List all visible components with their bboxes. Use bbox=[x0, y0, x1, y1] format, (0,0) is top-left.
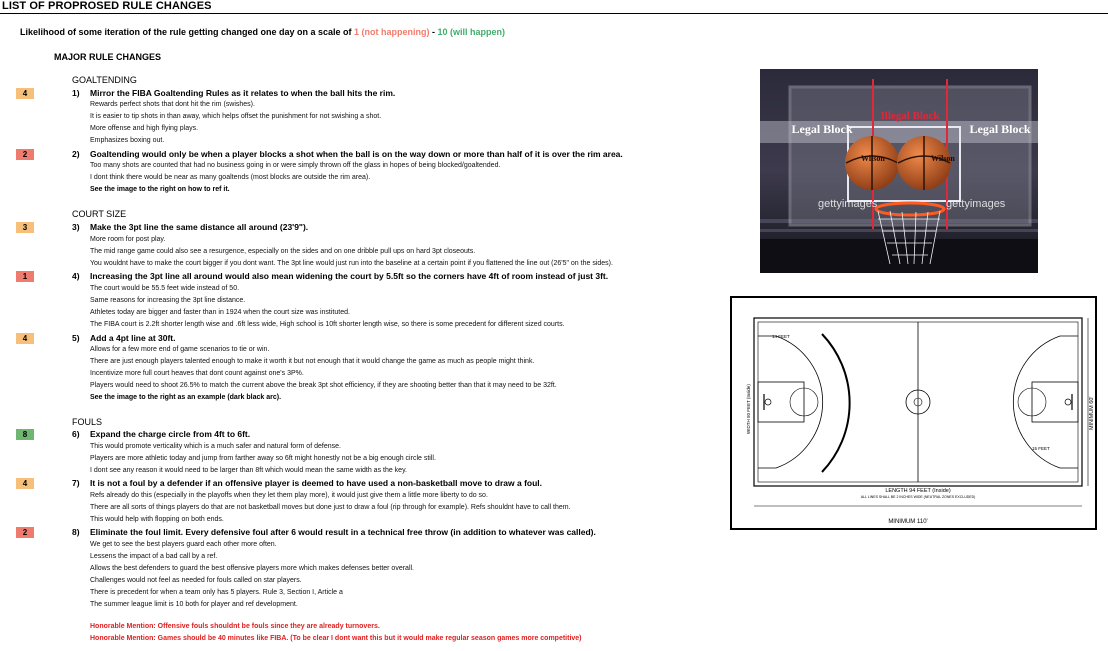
scale-low: 1 (not happening) bbox=[354, 27, 430, 37]
rule-detail: I dont see any reason it would need to be larger than 8ft which would mean the same width as the key. bbox=[90, 467, 408, 474]
scale-sep: - bbox=[429, 27, 438, 37]
rule-detail: Incentivize more full court heaves that dont count against one's 3P%. bbox=[90, 370, 304, 377]
min-length-label: MINIMUM 110' bbox=[888, 519, 928, 525]
likelihood-badge: 3 bbox=[16, 222, 34, 233]
min-width-label: MINIMUM 60' bbox=[1089, 396, 1095, 430]
goaltending-photo bbox=[760, 69, 1038, 273]
rule-7 bbox=[72, 478, 542, 488]
court-diagram bbox=[730, 296, 1097, 530]
likelihood-scale bbox=[20, 27, 505, 37]
rule-detail: The FIBA court is 2.2ft shorter length wise and .6ft less wide, High school is 10ft shorter length wise, so there is some precedent for different sized courts. bbox=[90, 321, 565, 328]
rule-detail: Too many shots are counted that had no business going in or were simply thrown off the glass in hopes of being blocked/goaltended. bbox=[90, 162, 501, 169]
likelihood-badge: 4 bbox=[16, 333, 34, 344]
rule-detail: Emphasizes boxing out. bbox=[90, 137, 165, 144]
rule-number: 8) bbox=[72, 527, 80, 537]
three-left-label: 14 FEET bbox=[772, 334, 790, 339]
rule-note: See the image to the right on how to ref it. bbox=[90, 186, 230, 193]
length-label: LENGTH 94 FEET (Inside) bbox=[885, 488, 951, 494]
rule-number: 4) bbox=[72, 271, 80, 281]
major-heading: MAJOR RULE CHANGES bbox=[54, 52, 162, 62]
rule-detail: Allows the best defenders to guard the best offensive players more which makes defenses better overall. bbox=[90, 565, 414, 572]
rule-text: Eliminate the foul limit. Every defensive foul after 6 would result in a technical free throw (in addition to whatever was called). bbox=[90, 527, 596, 537]
rule-detail: Athletes today are bigger and faster than in 1924 when the court size was instituted. bbox=[90, 309, 350, 316]
likelihood-badge: 4 bbox=[16, 88, 34, 99]
watermark-right: gettyimages bbox=[946, 198, 1006, 210]
rule-detail: I dont think there would be near as many goaltends (most blocks are outside the rim area). bbox=[90, 174, 371, 181]
rule-detail: This would help with flopping on both ends. bbox=[90, 516, 224, 523]
rule-text: Increasing the 3pt line all around would also mean widening the court by 5.5ft so the corners have 4ft of room instead of just 3ft. bbox=[90, 271, 609, 281]
rule-1 bbox=[72, 88, 395, 98]
width-label: WIDTH 50 FEET (Inside) bbox=[746, 384, 751, 434]
rule-number: 2) bbox=[72, 149, 80, 159]
rule-number: 1) bbox=[72, 88, 80, 98]
scale-prefix: Likelihood of some iteration of the rule getting changed one day on a scale of bbox=[20, 27, 355, 37]
rule-2 bbox=[72, 149, 623, 159]
rule-detail: Players would need to shoot 26.5% to match the current above the break 3pt shot efficiency, if they are shooting better than that it may need to be 32ft. bbox=[90, 382, 557, 389]
three-right-label: 15 FEET bbox=[1032, 446, 1050, 451]
legal-block-left-label: Legal Block bbox=[791, 122, 853, 136]
rule-text: It is not a foul by a defender if an offensive player is deemed to have used a non-basketball move to draw a foul. bbox=[90, 478, 543, 488]
rule-detail: Players are more athletic today and jump from farther away so 6ft might honestly not be a big enough circle still. bbox=[90, 455, 436, 462]
rule-number: 6) bbox=[72, 429, 80, 439]
rule-detail: There is precedent for when a team only has 5 players. Rule 3, Section I, Article a bbox=[90, 589, 343, 596]
rule-6 bbox=[72, 429, 250, 439]
rule-8 bbox=[72, 527, 596, 537]
rule-detail: This would promote verticality which is a much safer and natural form of defense. bbox=[90, 443, 341, 450]
rule-detail: More room for post play. bbox=[90, 236, 166, 243]
rule-4 bbox=[72, 271, 608, 281]
honorable-mention: Honorable Mention: Games should be 40 minutes like FIBA. (To be clear I dont want this but it would make regular season games more competitive) bbox=[90, 635, 582, 642]
rule-detail: There are just enough players talented enough to make it worth it but not enough that it would change the game as much as people might think. bbox=[90, 358, 535, 365]
rule-detail: Refs already do this (especially in the playoffs when they let them play more), it would just give them a little more liberty to do so. bbox=[90, 492, 488, 499]
rule-text: Goaltending would only be when a player blocks a shot when the ball is on the way down or more than half of it is over the rim area. bbox=[90, 149, 623, 159]
watermark-left: gettyimages bbox=[818, 198, 878, 210]
rule-detail: The court would be 55.5 feet wide instead of 50. bbox=[90, 285, 240, 292]
legal-block-right-label: Legal Block bbox=[969, 122, 1031, 136]
scale-high: 10 (will happen) bbox=[437, 27, 506, 37]
rule-detail: You wouldnt have to make the court bigger if you dont want. The 3pt line would just run into the baseline at a certain point if you flattened the line out (26'5" on the sides). bbox=[90, 260, 613, 267]
title-divider bbox=[0, 13, 1108, 14]
rule-detail: The summer league limit is 10 both for player and ref development. bbox=[90, 601, 298, 608]
rule-detail: It is easier to tip shots in than away, which helps offset the punishment for not swishing a shot. bbox=[90, 113, 382, 120]
rule-detail: Same reasons for increasing the 3pt line distance. bbox=[90, 297, 246, 304]
rule-text: Expand the charge circle from 4ft to 6ft. bbox=[90, 429, 251, 439]
illegal-block-label: Illegal Block bbox=[880, 110, 940, 122]
rule-number: 5) bbox=[72, 333, 80, 343]
photo-illustration bbox=[760, 69, 1038, 273]
rule-detail: We get to see the best players guard each other more often. bbox=[90, 541, 277, 548]
rule-note: See the image to the right as an example (dark black arc). bbox=[90, 394, 282, 401]
ball-brand-left: Wilson bbox=[861, 154, 885, 163]
section-court-size: COURT SIZE bbox=[72, 209, 127, 219]
rule-number: 3) bbox=[72, 222, 80, 232]
likelihood-badge: 2 bbox=[16, 527, 34, 538]
likelihood-badge: 2 bbox=[16, 149, 34, 160]
honorable-mention: Honorable Mention: Offensive fouls shouldnt be fouls since they are already turnovers. bbox=[90, 623, 380, 630]
section-fouls: FOULS bbox=[72, 417, 103, 427]
rule-detail: Rewards perfect shots that dont hit the rim (swishes). bbox=[90, 101, 255, 108]
likelihood-badge: 8 bbox=[16, 429, 34, 440]
likelihood-badge: 1 bbox=[16, 271, 34, 282]
rule-detail: Lessens the impact of a bad call by a ref. bbox=[90, 553, 218, 560]
likelihood-badge: 4 bbox=[16, 478, 34, 489]
rule-detail: Challenges would not feel as needed for fouls called on star players. bbox=[90, 577, 302, 584]
rule-detail: More offense and high flying plays. bbox=[90, 125, 199, 132]
section-goaltending: GOALTENDING bbox=[72, 75, 137, 85]
court-drawing bbox=[732, 298, 1095, 528]
rule-detail: There are all sorts of things players do that are not basketball moves but done just to draw a foul (rip through for example). Refs shouldnt have to call them. bbox=[90, 504, 571, 511]
rule-detail: Allows for a few more end of game scenarios to tie or win. bbox=[90, 346, 270, 353]
rule-number: 7) bbox=[72, 478, 80, 488]
rule-5 bbox=[72, 333, 176, 343]
rule-detail: The mid range game could also see a resurgence, especially on the sides and on one dribble pull ups on hard 3pt closeouts. bbox=[90, 248, 476, 255]
page-title: LIST OF PROPROSED RULE CHANGES bbox=[2, 0, 212, 12]
rule-text: Make the 3pt line the same distance all around (23'9"). bbox=[90, 222, 309, 232]
all-lines-label: ALL LINES SHALL BE 2 INCHES WIDE (NEUTRAL ZONES EXCLUDED) bbox=[860, 495, 976, 499]
rule-text: Add a 4pt line at 30ft. bbox=[90, 333, 176, 343]
rule-text: Mirror the FIBA Goaltending Rules as it relates to when the ball hits the rim. bbox=[90, 88, 396, 98]
ball-brand-right: Wilson bbox=[931, 154, 955, 163]
rule-3 bbox=[72, 222, 308, 232]
